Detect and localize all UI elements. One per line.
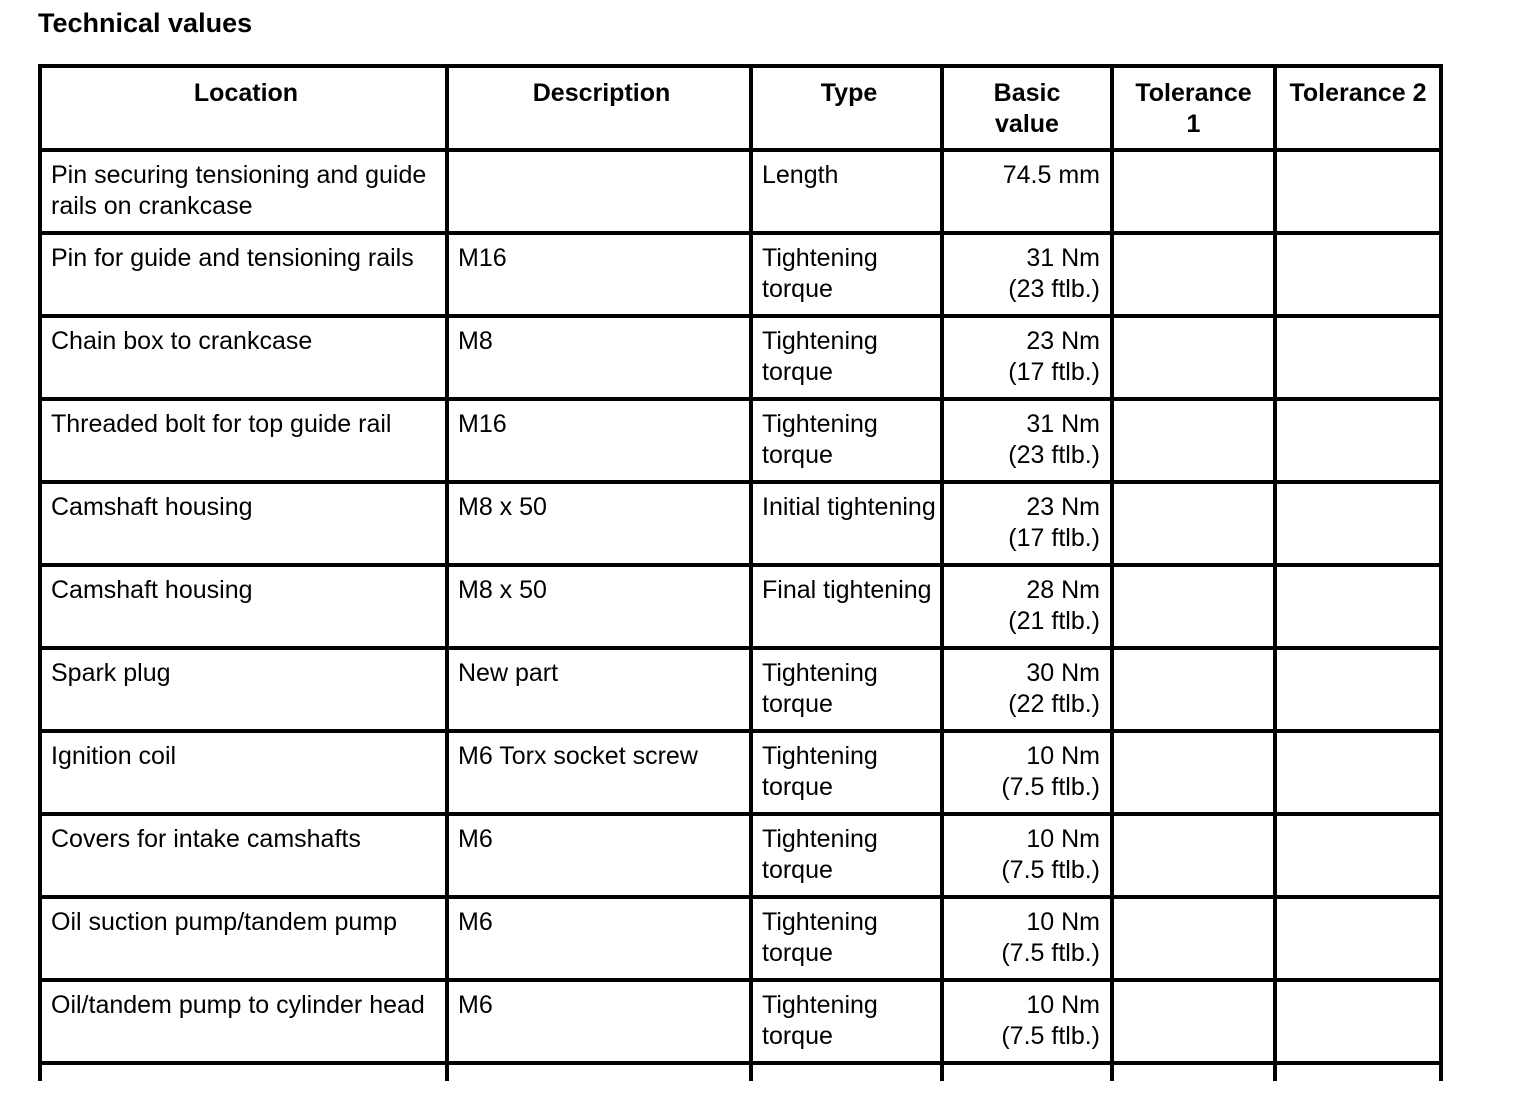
cell-description: M6 [447, 897, 751, 980]
header-tolerance-2: Tolerance 2 [1275, 66, 1441, 150]
cell-tolerance-2 [1275, 648, 1441, 731]
cell-basic-value [942, 731, 1112, 814]
cell-basic-value [942, 814, 1112, 897]
basic-value-line: (7.5 ftlb.) [1001, 1022, 1100, 1050]
cell-tolerance-2 [1275, 814, 1441, 897]
cell-type: Tightening torque [751, 399, 942, 482]
basic-value-line: 10 Nm [1026, 825, 1100, 853]
cell-description: M6 [447, 980, 751, 1063]
cell-tolerance-1 [1112, 980, 1275, 1063]
cell-basic-value [942, 399, 1112, 482]
cell-tolerance-2 [1275, 980, 1441, 1063]
basic-value-line: 74.5 mm [1002, 161, 1100, 189]
cell-tolerance-1 [1112, 482, 1275, 565]
cell-tolerance-2 [1275, 482, 1441, 565]
cell-basic-value [942, 897, 1112, 980]
cell-type: Tightening torque [751, 316, 942, 399]
empty-cell [942, 1063, 1112, 1081]
cell-tolerance-1 [1112, 565, 1275, 648]
cell-basic-value [942, 482, 1112, 565]
cell-type: Tightening torque [751, 897, 942, 980]
empty-cell [1275, 1063, 1441, 1081]
header-tolerance-1: Tolerance 1 [1112, 66, 1275, 150]
table-body [40, 150, 1441, 1081]
technical-values-table-container [38, 64, 1440, 1081]
cell-tolerance-2 [1275, 316, 1441, 399]
cell-tolerance-1 [1112, 648, 1275, 731]
basic-value-line: 28 Nm [1026, 576, 1100, 604]
cell-description: M8 x 50 [447, 565, 751, 648]
empty-cell [40, 1063, 447, 1081]
cell-location: Ignition coil [40, 731, 447, 814]
table-row [40, 897, 1441, 980]
basic-value-line: (17 ftlb.) [1008, 358, 1100, 386]
cell-type: Final tightening [751, 565, 942, 648]
cell-tolerance-1 [1112, 731, 1275, 814]
cell-location: Chain box to crankcase [40, 316, 447, 399]
cell-tolerance-2 [1275, 897, 1441, 980]
cell-type: Tightening torque [751, 731, 942, 814]
cell-tolerance-1 [1112, 897, 1275, 980]
cell-basic-value [942, 980, 1112, 1063]
cell-tolerance-2 [1275, 150, 1441, 233]
basic-value-line: (7.5 ftlb.) [1001, 773, 1100, 801]
cell-description: M16 [447, 399, 751, 482]
cell-location: Oil/tandem pump to cylinder head [40, 980, 447, 1063]
basic-value-line: (7.5 ftlb.) [1001, 856, 1100, 884]
table-row [40, 980, 1441, 1063]
cell-tolerance-1 [1112, 316, 1275, 399]
basic-value-line: 10 Nm [1026, 742, 1100, 770]
cell-basic-value [942, 150, 1112, 233]
header-type: Type [751, 66, 942, 150]
table-row [40, 565, 1441, 648]
cell-description: M8 [447, 316, 751, 399]
cell-description: M6 [447, 814, 751, 897]
cell-description [447, 150, 751, 233]
cell-description: M6 Torx socket screw [447, 731, 751, 814]
empty-cell [751, 1063, 942, 1081]
table-row [40, 150, 1441, 233]
cell-location: Pin securing tensioning and guide rails on crankcase [40, 150, 447, 233]
cell-type: Tightening torque [751, 980, 942, 1063]
table-row [40, 399, 1441, 482]
basic-value-line: 23 Nm [1026, 493, 1100, 521]
cell-location: Threaded bolt for top guide rail [40, 399, 447, 482]
cell-description: M8 x 50 [447, 482, 751, 565]
cell-location: Camshaft housing [40, 565, 447, 648]
cell-type: Tightening torque [751, 233, 942, 316]
basic-value-line: (23 ftlb.) [1008, 275, 1100, 303]
cell-tolerance-2 [1275, 233, 1441, 316]
empty-cell [447, 1063, 751, 1081]
table-row [40, 482, 1441, 565]
cell-type: Tightening torque [751, 648, 942, 731]
cell-location: Camshaft housing [40, 482, 447, 565]
basic-value-line: 31 Nm [1026, 244, 1100, 272]
cell-tolerance-2 [1275, 565, 1441, 648]
basic-value-line: 30 Nm [1026, 659, 1100, 687]
table-row [40, 233, 1441, 316]
cell-description: M16 [447, 233, 751, 316]
cell-tolerance-2 [1275, 731, 1441, 814]
header-basic-value: Basic value [942, 66, 1112, 150]
basic-value-line: 31 Nm [1026, 410, 1100, 438]
cell-location: Spark plug [40, 648, 447, 731]
basic-value-line: 10 Nm [1026, 908, 1100, 936]
table-row [40, 648, 1441, 731]
cell-basic-value [942, 233, 1112, 316]
cell-tolerance-1 [1112, 150, 1275, 233]
cell-tolerance-1 [1112, 399, 1275, 482]
cell-tolerance-2 [1275, 399, 1441, 482]
technical-values-table [38, 64, 1443, 1081]
header-location: Location [40, 66, 447, 150]
cell-type: Initial tightening [751, 482, 942, 565]
empty-cell [1112, 1063, 1275, 1081]
table-row [40, 814, 1441, 897]
table-row [40, 731, 1441, 814]
basic-value-line: (23 ftlb.) [1008, 441, 1100, 469]
cell-location: Oil suction pump/tandem pump [40, 897, 447, 980]
cell-description: New part [447, 648, 751, 731]
header-description: Description [447, 66, 751, 150]
cell-basic-value [942, 648, 1112, 731]
table-header-row [40, 66, 1441, 150]
table-row [40, 316, 1441, 399]
cell-type: Tightening torque [751, 814, 942, 897]
cell-tolerance-1 [1112, 233, 1275, 316]
basic-value-line: (21 ftlb.) [1008, 607, 1100, 635]
cell-basic-value [942, 565, 1112, 648]
basic-value-line: (17 ftlb.) [1008, 524, 1100, 552]
basic-value-line: (22 ftlb.) [1008, 690, 1100, 718]
cell-location: Pin for guide and tensioning rails [40, 233, 447, 316]
basic-value-line: 10 Nm [1026, 991, 1100, 1019]
basic-value-line: (7.5 ftlb.) [1001, 939, 1100, 967]
section-title: Technical values [38, 8, 253, 38]
cell-basic-value [942, 316, 1112, 399]
cell-tolerance-1 [1112, 814, 1275, 897]
basic-value-line: 23 Nm [1026, 327, 1100, 355]
cell-type: Length [751, 150, 942, 233]
cell-location: Covers for intake camshafts [40, 814, 447, 897]
table-row-partial [40, 1063, 1441, 1081]
